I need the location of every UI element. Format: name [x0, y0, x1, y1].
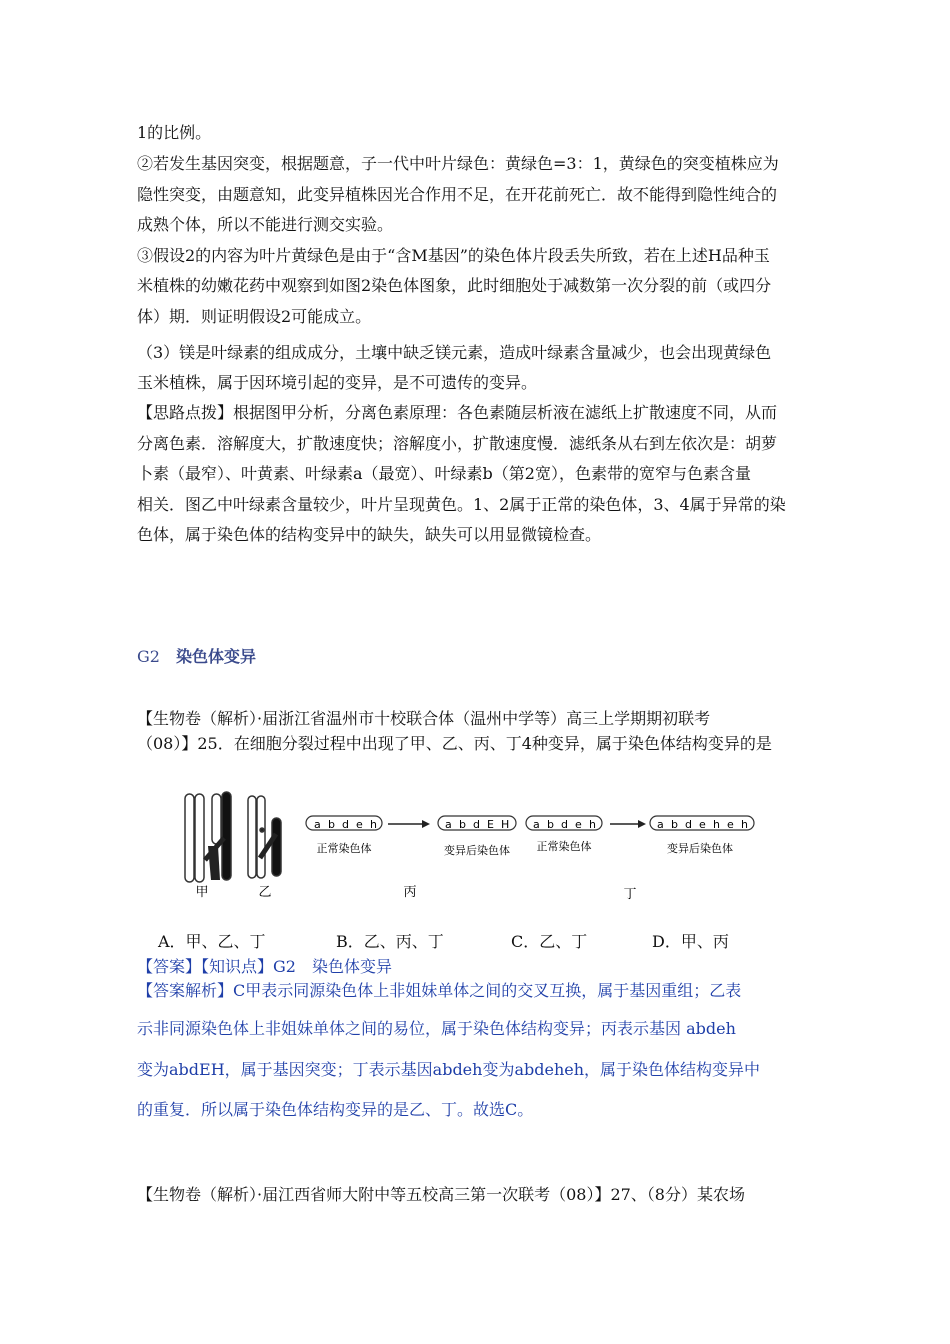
gene-label: b [671, 818, 678, 831]
gene-label: h [370, 818, 377, 831]
answer-options [158, 929, 798, 953]
section-heading [137, 644, 256, 667]
option-b: B．乙、丙、丁 [336, 932, 444, 951]
bing-mutant-label: 变异后染色体 [444, 844, 510, 857]
gene-label: a [657, 818, 664, 831]
label-yi: 乙 [258, 885, 272, 900]
text-line: 分离色素．溶解度大，扩散速度快；溶解度小，扩散速度慢．滤纸条从右到左依次是：胡萝 [137, 434, 778, 453]
text-line: 体）期．则证明假设2可能成立。 [137, 307, 372, 326]
section-title: 染色体变异 [175, 647, 256, 666]
text-line: （3）镁是叶绿素的组成成分，土壤中缺乏镁元素，造成叶绿素含量减少，也会出现黄绿色 [137, 343, 772, 362]
text-line: ③假设2的内容为叶片黄绿色是由于“含M基因”的染色体片段丢失所致，若在上述H品种玉 [137, 246, 770, 265]
label-bing: 丙 [403, 885, 417, 900]
gene-label: d [342, 818, 349, 831]
option-c: C．乙、丁 [511, 932, 588, 951]
gene-label: h [713, 818, 720, 831]
gene-label: b [459, 818, 466, 831]
text-line: 相关．图乙中叶绿素含量较少，叶片呈现黄色。1、2属于正常的染色体，3、4属于异常的染 [137, 495, 786, 514]
text-line: 1的比例。 [137, 123, 212, 142]
gene-label: e [575, 818, 582, 831]
option-a: A．甲、乙、丁 [158, 932, 266, 951]
section-code: G2 [137, 647, 160, 666]
gene-label: d [473, 818, 480, 831]
text-line: 色体，属于染色体的结构变异中的缺失，缺失可以用显微镜检查。 [137, 525, 602, 544]
chromosome-yi-drawing [248, 796, 281, 878]
gene-label: h [589, 818, 596, 831]
gene-label: b [328, 818, 335, 831]
question-line: 【生物卷（解析）·届浙江省温州市十校联合体（温州中学等）高三上学期期初联考 [137, 709, 711, 728]
gene-label: E [487, 818, 494, 831]
gene-label: a [314, 818, 321, 831]
gene-label: a [445, 818, 452, 831]
gene-label: d [561, 818, 568, 831]
text-line: 玉米植株，属于因环境引起的变异，是不可遗传的变异。 [137, 373, 538, 392]
analysis-line: 示非同源染色体上非姐妹单体之间的易位，属于染色体结构变异；丙表示基因 abdeh [137, 1019, 736, 1038]
gene-label: b [547, 818, 554, 831]
text-line: 卜素（最窄）、叶黄素、叶绿素a（最宽）、叶绿素b（第2宽），色素带的宽窄与色素含量 [137, 464, 751, 483]
arrow-head [638, 820, 646, 828]
text-line: 【思路点拨】根据图甲分析，分离色素原理：各色素随层析液在滤纸上扩散速度不同，从而 [137, 403, 778, 422]
label-ding: 丁 [623, 887, 637, 902]
analysis-line: 变为abdEH，属于基因突变；丁表示基因abdeh变为abdeheh，属于染色体结构变异中 [137, 1060, 761, 1079]
question-line: （08）】25．在细胞分裂过程中出现了甲、乙、丙、丁4种变异，属于染色体结构变异的是 [137, 734, 772, 753]
gene-label: e [727, 818, 734, 831]
text-line: 隐性突变，由题意知，此变异植株因光合作用不足，在开花前死亡．故不能得到隐性纯合的 [137, 185, 778, 204]
gene-label: e [699, 818, 706, 831]
analysis-line: 【答案解析】C甲表示同源染色体上非姐妹单体之间的交叉互换，属于基因重组；乙表 [137, 981, 742, 1000]
bing-normal-label: 正常染色体 [316, 842, 372, 855]
chromosome-jia-drawing [185, 792, 231, 882]
gene-label: e [356, 818, 363, 831]
gene-label: H [501, 818, 510, 831]
text-line: ②若发生基因突变，根据题意，子一代中叶片绿色：黄绿色=3：1，黄绿色的突变植株应为 [137, 154, 779, 173]
arrow-head [422, 820, 430, 828]
gene-label: d [685, 818, 692, 831]
option-d: D．甲、丙 [652, 932, 729, 951]
text-line: 米植株的幼嫩花药中观察到如图2染色体图象，此时细胞处于减数第一次分裂的前（或四分 [137, 276, 772, 295]
ding-normal-label: 正常染色体 [536, 840, 592, 853]
answer-line: 【答案】【知识点】G2 染色体变异 [137, 957, 392, 976]
gene-label: h [741, 818, 748, 831]
ding-mutant-label: 变异后染色体 [667, 842, 733, 855]
gene-label: a [533, 818, 540, 831]
text-line: 成熟个体，所以不能进行测交实验。 [137, 215, 394, 234]
label-jia: 甲 [195, 885, 209, 900]
analysis-line: 的重复．所以属于染色体结构变异的是乙、丁。故选C。 [137, 1100, 534, 1119]
next-question-line: 【生物卷（解析）·届江西省师大附中等五校高三第一次联考（08）】27、（8分）某农场 [137, 1185, 745, 1204]
chromosome-figure [178, 788, 778, 918]
